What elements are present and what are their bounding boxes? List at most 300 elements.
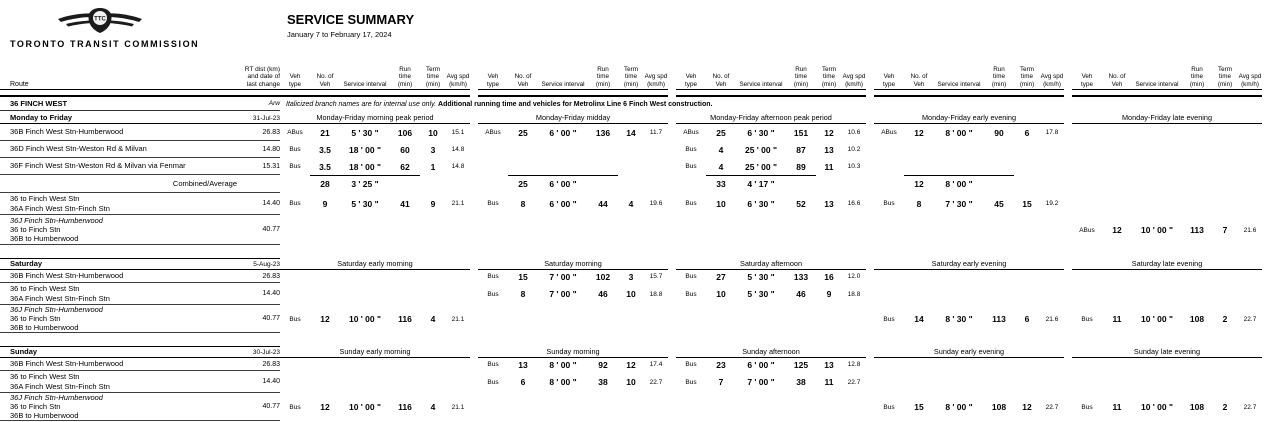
header-line: Run [795,65,807,73]
service-interval-cell: 10 ' 00 " [1140,225,1174,235]
run-time-cell: 89 [796,161,806,172]
term-time-cell: 4 [430,402,436,412]
veh-type-column-header [874,73,904,88]
rt-dist-value: 14.40 [262,200,280,207]
route-name: 36B Finch West Stn-Humberwood [10,271,124,281]
veh-type-cell: Bus [487,273,499,280]
run-time-cell: 116 [398,402,412,412]
rt-dist-value: 26.83 [262,360,280,368]
service-interval-cell: 10 ' 00 " [1140,314,1174,324]
header-line: (min) [821,80,837,88]
service-interval-cell: 6 ' 00 " [549,178,577,189]
period-data-group [478,371,676,393]
service-interval-cell: 5 ' 30 " [351,198,379,209]
day-header-left [0,113,280,124]
period-title: Monday-Friday late evening [1072,113,1262,124]
route-row [0,358,1280,371]
route-names [0,372,235,391]
divider-segment [676,95,866,97]
period-column-group [478,66,676,90]
avg-speed-cell: 17.8 [1045,129,1059,136]
period-title-cell [874,347,1072,358]
rt-dist-value: 40.77 [262,315,280,322]
run-time-cell: 116 [398,314,412,324]
period-data-group [1072,283,1270,305]
row-left [0,371,280,393]
service-interval-cell: 8 ' 00 " [549,377,577,387]
header-line: time [993,73,1005,81]
header-line: No. of [316,73,334,81]
period-data-group [874,192,1072,215]
period-data-group [280,192,478,215]
term-time-cell: 12 [1022,402,1032,412]
run-time-cell: 38 [796,377,806,387]
term-time-cell: 10 [626,377,636,387]
period-data-group [280,124,478,141]
period-data-group [280,371,478,393]
num-veh-cell: 15 [518,271,528,282]
column-header-row [0,56,1280,90]
run-time-column-header [1182,66,1212,88]
combined-overline [706,175,816,176]
service-interval-column-header [340,81,390,88]
period-data-group [874,283,1072,305]
run-time-cell: 113 [992,314,1006,324]
day-label: Saturday [10,259,43,268]
row-left [0,283,280,305]
service-interval-cell: 10 ' 00 " [348,314,382,324]
rt-dist-value: 15.31 [262,162,280,170]
term-time-column-header [618,66,644,88]
avg-speed-cell: 21.6 [1045,315,1059,323]
service-interval-cell: 7 ' 30 " [945,198,973,209]
period-title: Sunday early evening [874,347,1064,358]
period-data-group [1072,358,1270,371]
service-interval-cell: 5 ' 30 " [351,127,379,138]
rt-dist-value: 14.80 [262,145,280,153]
schedule-body [0,111,1280,421]
left-column-header [0,66,280,90]
divider-segment [1072,95,1262,97]
service-interval-cell: 8 ' 00 " [945,178,973,189]
header-line: Service interval [1135,80,1179,88]
route-group-name: 36 FINCH WEST [10,99,68,108]
header-line: (min) [1217,80,1233,88]
service-interval-column-header [1132,81,1182,88]
term-time-column-header [1212,66,1238,88]
header-line: type [487,80,499,88]
masthead [0,0,1280,56]
route-names [0,216,235,244]
header-line: No. of [910,73,928,81]
veh-type-cell: ABus [287,129,303,136]
period-data-group [280,283,478,305]
num-veh-cell: 33 [716,178,726,189]
period-title-cell [478,259,676,270]
period-data-group [874,158,1072,175]
run-time-cell: 151 [793,127,809,138]
day-label: Monday to Friday [10,113,73,122]
term-time-cell: 4 [628,198,634,209]
term-time-cell: 12 [824,127,834,138]
period-data-group [1072,124,1270,141]
period-data-group [874,175,1072,192]
route-name: 36A Finch West Stn-Finch Stn [10,203,110,213]
header-line: (km/h) [1241,80,1259,88]
term-time-cell: 12 [626,359,636,370]
period-data-group [1072,371,1270,393]
avg-speed-cell: 22.7 [847,378,861,386]
num-veh-cell: 14 [914,314,924,324]
term-time-cell: 7 [1222,225,1228,235]
period-title-cell [676,259,874,270]
period-title-cell [280,113,478,124]
period-title-cell [676,113,874,124]
run-time-cell: 52 [796,198,806,209]
header-line: Service interval [739,80,783,88]
num-veh-cell: 9 [322,198,328,209]
run-time-cell: 46 [598,289,608,299]
num-veh-cell: 12 [1112,225,1122,235]
veh-type-cell: Bus [685,200,697,207]
period-column-group [676,66,874,90]
service-interval-cell: 10 ' 00 " [348,402,382,412]
rt-dist-value: 14.40 [262,378,280,385]
row-left [0,141,280,158]
header-line: time [597,73,609,81]
day-header-row [0,345,1280,358]
num-veh-cell: 10 [716,198,726,209]
route-name: 36J Finch Stn-Humberwood [10,392,103,402]
veh-type-cell: Bus [289,315,301,323]
avg-speed-cell: 19.6 [649,200,663,207]
veh-type-column-header [1072,73,1102,88]
run-time-cell: 125 [793,359,809,370]
num-veh-cell: 4 [718,144,724,155]
avg-speed-cell: 12.8 [847,361,861,368]
header-line: Term [426,65,440,73]
route-group-row [0,97,1280,111]
veh-type-cell: ABus [683,129,699,136]
route-row [0,270,1280,283]
period-data-group [874,358,1072,371]
period-data-group [874,270,1072,283]
header-line: Veh [487,73,499,81]
combined-overline [310,175,420,176]
period-data-group [874,393,1072,421]
route-names [0,359,235,368]
header-line: Avg spd [1040,73,1064,81]
route-name: 36 to Finch Stn [10,401,61,411]
avg-speed-column-header [1040,73,1064,88]
term-time-cell: 3 [628,271,634,282]
service-interval-cell: 25 ' 00 " [744,144,778,155]
num-veh-cell: 13 [518,359,528,370]
run-time-column-header [984,66,1014,88]
period-data-group [1072,158,1270,175]
header-line: Avg spd [446,73,470,81]
header-line: time [427,73,439,81]
veh-type-cell: Bus [289,200,301,207]
term-time-column-header [1014,66,1040,88]
avg-speed-column-header [644,73,668,88]
route-names [0,284,235,303]
route-names [0,271,235,280]
num-veh-cell: 12 [320,402,330,412]
avg-speed-cell: 17.4 [649,361,663,368]
service-interval-cell: 4 ' 17 " [747,178,775,189]
period-data-group [1072,393,1270,421]
service-interval-cell: 5 ' 30 " [747,271,775,282]
veh-type-cell: ABus [485,129,501,136]
period-column-group [280,66,478,90]
day-header-row [0,111,1280,124]
row-left [0,158,280,175]
num-veh-cell: 25 [716,127,726,138]
route-name: 36J Finch Stn-Humberwood [10,215,103,225]
period-data-group [1072,141,1270,158]
avg-speed-cell: 10.2 [847,146,861,153]
header-line: time [795,73,807,81]
period-title-cell [1072,113,1270,124]
divider-segment [280,95,470,97]
period-title: Sunday morning [478,347,668,358]
route-row [0,158,1280,175]
avg-speed-cell: 18.8 [847,290,861,298]
combined-average-label: Combined/Average [172,179,237,188]
num-veh-column-header [508,73,538,88]
service-interval-column-header [934,81,984,88]
footnote-italic: Italicized branch names are for internal use only. [286,100,437,108]
term-time-cell: 14 [626,127,636,138]
period-data-group [280,175,478,192]
run-time-column-header [390,66,420,88]
avg-speed-cell: 12.0 [847,273,861,280]
combined-overline [904,175,1014,176]
division-label: Arw [268,100,280,107]
avg-speed-cell: 10.3 [847,163,861,170]
route-names [0,127,235,136]
avg-speed-cell: 22.7 [1243,403,1257,411]
veh-type-cell: Bus [685,378,697,386]
run-time-cell: 136 [595,127,611,138]
footnote-bold: Additional running time and vehicles for Metrolinx Line 6 Finch West construction. [438,100,713,108]
avg-speed-cell: 21.1 [451,315,465,323]
num-veh-cell: 8 [520,289,526,299]
run-time-cell: 113 [1190,225,1204,235]
period-title: Sunday late evening [1072,347,1262,358]
last-change-date: 31-Jul-23 [252,115,280,122]
route-names [0,144,235,153]
row-left [0,175,280,192]
num-veh-cell: 12 [320,314,330,324]
route-names [0,305,235,333]
day-header-left [0,258,280,270]
veh-type-cell: Bus [289,403,301,411]
veh-type-cell: Bus [487,290,499,298]
num-veh-cell: 25 [518,127,528,138]
period-title-cell [1072,347,1270,358]
header-line: Term [624,65,638,73]
veh-type-cell: Bus [685,290,697,298]
service-interval-cell: 7 ' 00 " [549,271,577,282]
rt-dist-header-line: last change [246,80,280,88]
route-name: 36A Finch West Stn-Finch Stn [10,293,110,303]
term-time-column-header [816,66,842,88]
service-interval-cell: 6 ' 00 " [549,198,577,209]
service-interval-cell: 5 ' 30 " [747,289,775,299]
term-time-cell: 16 [824,271,834,282]
veh-type-cell: Bus [685,163,697,170]
term-time-cell: 15 [1022,198,1032,209]
period-column-group-headers [874,66,1064,90]
avg-speed-cell: 21.1 [451,403,465,411]
header-line: (min) [793,80,809,88]
period-data-group [280,393,478,421]
service-dates: January 7 to February 17, 2024 [287,30,392,39]
footnote [280,101,712,108]
header-line: time [823,73,835,81]
period-title-cell [874,259,1072,270]
header-line: type [685,80,697,88]
period-title: Saturday early evening [874,259,1064,270]
period-title-cell [1072,259,1270,270]
num-veh-cell: 27 [716,271,726,282]
run-time-cell: 87 [796,144,806,155]
header-line: (km/h) [1043,80,1061,88]
header-line: type [289,80,301,88]
period-data-group [676,158,874,175]
route-name: 36F Finch West Stn-Weston Rd & Milvan via Fenmar [10,161,186,171]
term-time-cell: 1 [430,161,436,172]
num-veh-cell: 4 [718,161,724,172]
run-time-column-header [786,66,816,88]
period-data-group [676,305,874,333]
service-interval-cell: 8 ' 00 " [549,359,577,370]
run-time-cell: 44 [598,198,608,209]
period-column-group [1072,66,1270,90]
header-line: (min) [425,80,441,88]
num-veh-cell: 8 [520,198,526,209]
period-data-group [478,270,676,283]
service-interval-cell: 18 ' 00 " [348,144,382,155]
header-line: Service interval [541,80,585,88]
period-data-group [1072,215,1270,245]
header-line: Service interval [937,80,981,88]
veh-type-cell: Bus [685,273,697,280]
header-line: Veh [883,73,895,81]
last-change-date: 30-Jul-23 [252,349,280,356]
header-line: (min) [1019,80,1035,88]
service-interval-cell: 18 ' 00 " [348,161,382,172]
period-data-group [280,141,478,158]
avg-speed-cell: 22.7 [1243,315,1257,323]
service-interval-column-header [736,81,786,88]
period-data-group [280,158,478,175]
avg-speed-column-header [1238,73,1262,88]
route-name: 36 to Finch West Stn [10,284,80,294]
period-data-group [478,283,676,305]
route-name: 36 to Finch Stn [10,224,61,234]
day-header-left [0,346,280,358]
num-veh-column-header [706,73,736,88]
period-data-group [676,270,874,283]
term-time-cell: 6 [1024,127,1030,138]
route-row [0,283,1280,305]
term-time-cell: 10 [626,289,636,299]
route-row [0,371,1280,393]
svg-text:TTC: TTC [94,16,106,23]
period-data-group [478,158,676,175]
term-time-cell: 11 [824,161,834,172]
run-time-cell: 45 [994,198,1004,209]
service-interval-cell: 6 ' 30 " [747,198,775,209]
veh-type-cell: Bus [289,163,301,170]
period-data-group [874,371,1072,393]
period-title: Saturday morning [478,259,668,270]
num-veh-cell: 11 [1112,402,1122,412]
num-veh-cell: 7 [718,377,724,387]
period-title-cell [280,347,478,358]
period-data-group [478,305,676,333]
header-line: Avg spd [1238,73,1262,81]
ttc-logo-icon [54,7,146,34]
combined-overline [508,175,618,176]
avg-speed-cell: 15.1 [451,129,465,136]
period-data-group [478,192,676,215]
header-line: (min) [595,80,611,88]
period-data-group [676,393,874,421]
header-line: time [1219,73,1231,81]
service-interval-cell: 3 ' 25 " [351,178,379,189]
row-left [0,270,280,283]
rt-dist-value: 26.83 [262,272,280,280]
term-time-column-header [420,66,446,88]
header-line: Veh [517,80,529,88]
row-left [0,215,280,245]
header-line: time [1021,73,1033,81]
header-line: Run [597,65,609,73]
header-line: Service interval [343,80,387,88]
period-title: Monday-Friday midday [478,113,668,124]
avg-speed-cell: 14.8 [451,163,465,170]
header-line: time [1191,73,1203,81]
header-line: (km/h) [845,80,863,88]
veh-type-cell: Bus [487,378,499,386]
term-time-cell: 9 [826,289,832,299]
period-data-group [874,215,1072,245]
avg-speed-cell: 21.1 [451,200,465,207]
route-name: 36 to Finch West Stn [10,372,80,382]
period-data-group [1072,270,1270,283]
num-veh-cell: 11 [1112,314,1122,324]
run-time-cell: 41 [400,198,410,209]
num-veh-cell: 28 [320,178,330,189]
period-title-cell [280,259,478,270]
veh-type-cell: Bus [685,361,697,368]
route-name: 36B Finch West Stn-Humberwood [10,127,124,137]
period-data-group [1072,192,1270,215]
num-veh-cell: 10 [716,289,726,299]
rt-dist-value: 40.77 [262,403,280,410]
route-column-header: Route [10,81,29,88]
period-title: Saturday afternoon [676,259,866,270]
term-time-cell: 3 [430,144,436,155]
run-time-cell: 38 [598,377,608,387]
header-line: Veh [1111,80,1123,88]
route-names [0,161,235,170]
veh-type-cell: Bus [289,146,301,153]
